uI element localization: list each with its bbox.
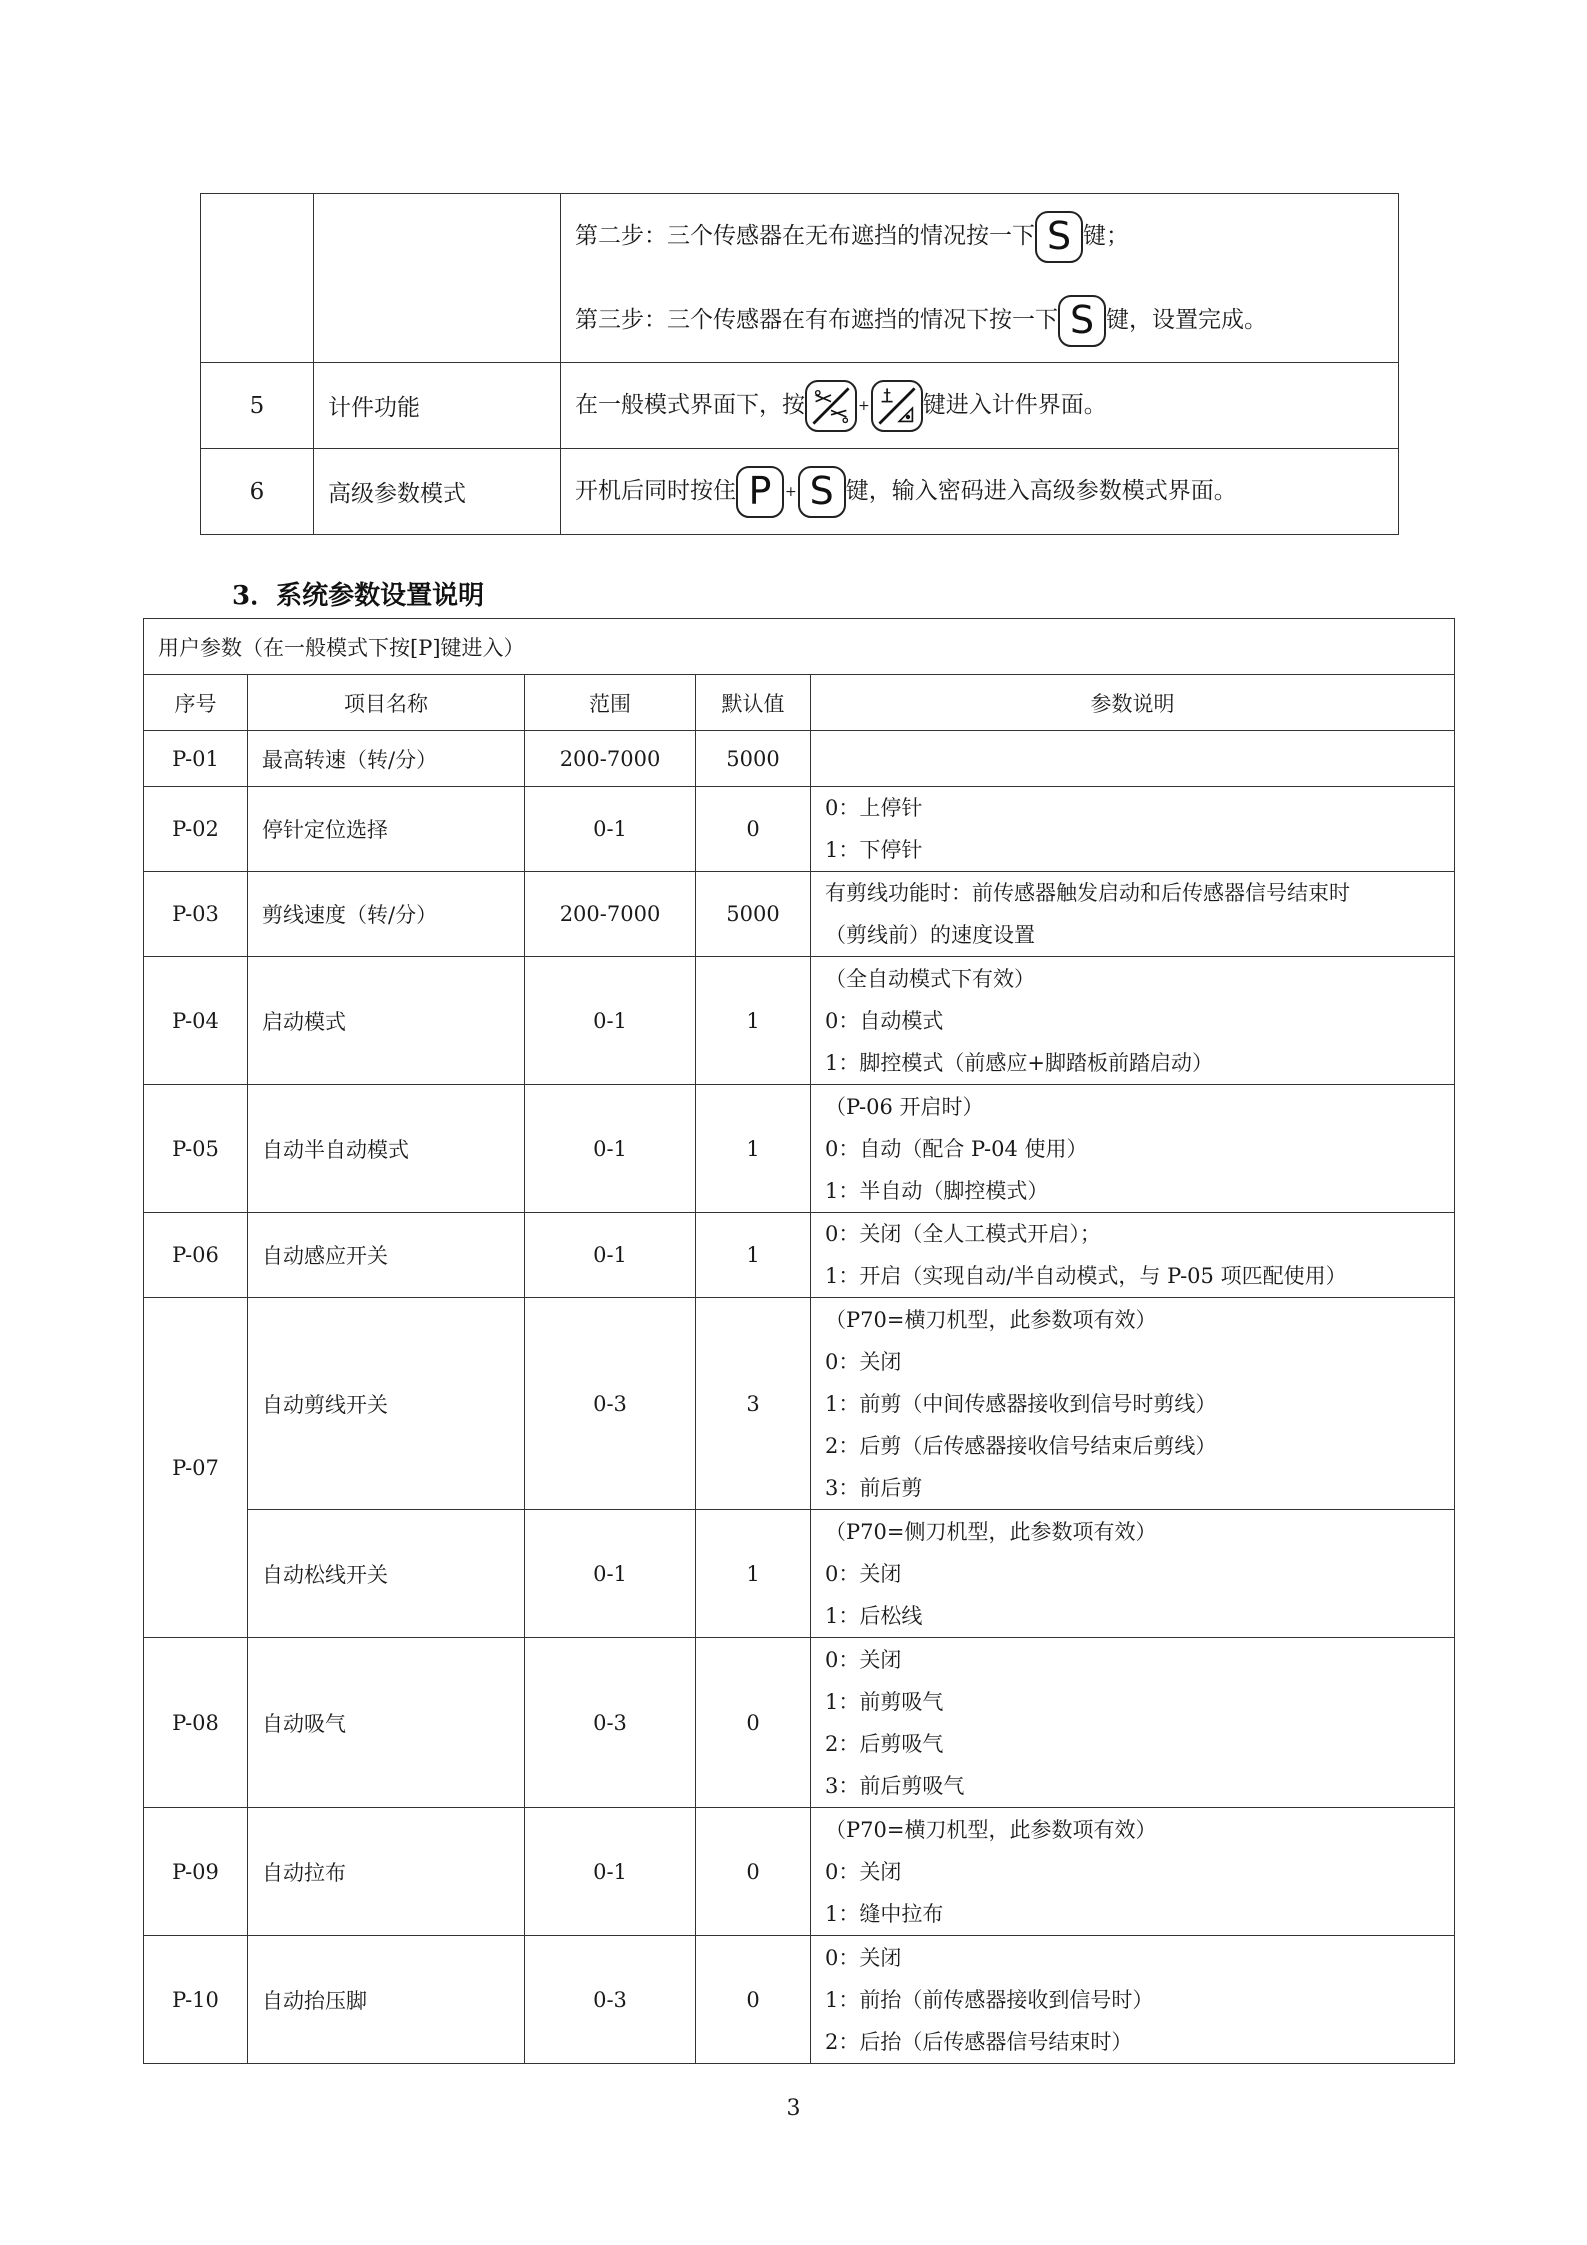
- desc-line: 0：关闭: [825, 1349, 902, 1374]
- table-row: [144, 1510, 1455, 1638]
- param-range: 0-1: [525, 1085, 696, 1213]
- param-range: 0-3: [525, 1638, 696, 1808]
- desc-line: 3：前后剪: [825, 1475, 923, 1500]
- param-name: 自动感应开关: [248, 1213, 525, 1298]
- s-key: S: [1035, 211, 1083, 263]
- desc-suffix: 键，输入密码进入高级参数模式界面。: [845, 477, 1237, 504]
- param-default: 0: [696, 1808, 811, 1936]
- desc-line: 0：关闭: [825, 1561, 902, 1586]
- param-code: P-08: [144, 1638, 248, 1808]
- function-name: 高级参数模式: [314, 449, 561, 535]
- param-default: 5000: [696, 731, 811, 787]
- table-header-row: [144, 675, 1455, 731]
- param-name: 启动模式: [248, 957, 525, 1085]
- plus-sign: +: [785, 483, 797, 500]
- param-code: P-03: [144, 872, 248, 957]
- desc-suffix: 键进入计件界面。: [922, 391, 1107, 418]
- function-desc: [561, 363, 1399, 449]
- desc-line: （全自动模式下有效）: [825, 966, 1035, 991]
- param-desc: [811, 1213, 1455, 1298]
- header-range: 范围: [525, 675, 696, 731]
- param-range: 0-3: [525, 1936, 696, 2064]
- desc-line: 2：后剪（后传感器接收信号结束后剪线）: [825, 1433, 1217, 1458]
- desc-line: （P-06 开启时）: [825, 1094, 984, 1119]
- param-desc: [811, 787, 1455, 872]
- param-name: 自动半自动模式: [248, 1085, 525, 1213]
- desc-line: 0：上停针: [825, 796, 923, 820]
- desc-line: 2：后抬（后传感器信号结束时）: [825, 2029, 1133, 2054]
- step3-line: [575, 278, 1398, 362]
- param-default: 1: [696, 957, 811, 1085]
- table-row: [144, 1085, 1455, 1213]
- desc-prefix: 开机后同时按住: [575, 477, 736, 504]
- function-name: 计件功能: [314, 363, 561, 449]
- desc-line: （剪线前）的速度设置: [825, 923, 1035, 947]
- param-desc: [811, 1638, 1455, 1808]
- param-name: 自动松线开关: [248, 1510, 525, 1638]
- step3-text: 第三步：三个传感器在有布遮挡的情况下按一下: [575, 307, 1058, 333]
- param-range: 0-1: [525, 957, 696, 1085]
- param-code: P-06: [144, 1213, 248, 1298]
- step2-line: [575, 194, 1398, 278]
- parameter-table: [143, 618, 1455, 2064]
- param-range: 200-7000: [525, 731, 696, 787]
- table-row: [144, 731, 1455, 787]
- desc-line: 3：前后剪吸气: [825, 1773, 965, 1798]
- needle-presser-icon: [871, 380, 923, 432]
- param-name: 自动拉布: [248, 1808, 525, 1936]
- row-number: 6: [201, 449, 314, 535]
- header-name: 项目名称: [248, 675, 525, 731]
- desc-line: 1：前剪吸气: [825, 1689, 944, 1714]
- table-cell-empty: [201, 194, 314, 363]
- param-code: P-02: [144, 787, 248, 872]
- header-default: 默认值: [696, 675, 811, 731]
- param-default: 3: [696, 1298, 811, 1510]
- param-desc: [811, 957, 1455, 1085]
- table-cell-empty: [314, 194, 561, 363]
- table-row: [201, 194, 1399, 363]
- table-row: [201, 449, 1399, 535]
- s-key: S: [1058, 295, 1106, 347]
- desc-line: 1：后松线: [825, 1603, 923, 1628]
- param-desc: [811, 1510, 1455, 1638]
- param-default: 0: [696, 1936, 811, 2064]
- table-row: [144, 1213, 1455, 1298]
- param-range: 0-1: [525, 1213, 696, 1298]
- function-desc: [561, 449, 1399, 535]
- table-row: [144, 787, 1455, 872]
- desc-line: 1：下停针: [825, 838, 923, 862]
- param-range: 200-7000: [525, 872, 696, 957]
- table-row: [144, 1638, 1455, 1808]
- key-operation-table: [200, 193, 1399, 535]
- param-range: 0-1: [525, 1808, 696, 1936]
- table-row: [144, 1298, 1455, 1510]
- param-range: 0-3: [525, 1298, 696, 1510]
- param-desc: [811, 872, 1455, 957]
- step2-suffix: 键；: [1083, 223, 1129, 249]
- desc-line: 2：后剪吸气: [825, 1731, 944, 1756]
- scissors-icon: [805, 380, 857, 432]
- table-row: [144, 872, 1455, 957]
- param-name: 自动剪线开关: [248, 1298, 525, 1510]
- param-default: 0: [696, 1638, 811, 1808]
- desc-line: （P70=侧刀机型，此参数项有效）: [825, 1519, 1157, 1544]
- param-desc: [811, 1936, 1455, 2064]
- desc-line: 1：脚控模式（前感应+脚踏板前踏启动）: [825, 1050, 1213, 1075]
- param-range: 0-1: [525, 787, 696, 872]
- param-range: 0-1: [525, 1510, 696, 1638]
- param-default: 1: [696, 1213, 811, 1298]
- param-desc: [811, 1298, 1455, 1510]
- desc-line: （P70=横刀机型，此参数项有效）: [825, 1307, 1157, 1332]
- table-caption: 用户参数（在一般模式下按[P]键进入）: [144, 619, 1455, 675]
- plus-sign: +: [858, 397, 870, 414]
- p-key: P: [736, 466, 784, 518]
- param-default: 5000: [696, 872, 811, 957]
- desc-line: 0：关闭: [825, 1647, 902, 1672]
- row-number: 5: [201, 363, 314, 449]
- param-code: P-04: [144, 957, 248, 1085]
- param-desc: [811, 731, 1455, 787]
- section-title: 3．系统参数设置说明: [232, 581, 485, 611]
- desc-line: 1：前抬（前传感器接收到信号时）: [825, 1987, 1154, 2012]
- desc-line: 0：关闭: [825, 1945, 902, 1970]
- param-code: P-10: [144, 1936, 248, 2064]
- desc-line: 1：前剪（中间传感器接收到信号时剪线）: [825, 1391, 1217, 1416]
- table-row: [144, 1808, 1455, 1936]
- param-code: P-09: [144, 1808, 248, 1936]
- desc-line: 0：关闭: [825, 1859, 902, 1884]
- table-caption-row: [144, 619, 1455, 675]
- table-row: [144, 1936, 1455, 2064]
- param-desc: [811, 1085, 1455, 1213]
- header-desc: 参数说明: [811, 675, 1455, 731]
- desc-line: 0：自动模式: [825, 1008, 944, 1033]
- param-code: P-07: [144, 1298, 248, 1638]
- param-desc: [811, 1808, 1455, 1936]
- param-default: 1: [696, 1510, 811, 1638]
- table-row: [144, 957, 1455, 1085]
- desc-line: 1：缝中拉布: [825, 1901, 944, 1926]
- s-key: S: [798, 466, 846, 518]
- desc-line: 1：半自动（脚控模式）: [825, 1178, 1049, 1203]
- step3-suffix: 键，设置完成。: [1106, 307, 1267, 333]
- desc-prefix: 在一般模式界面下，按: [575, 391, 805, 418]
- desc-line: （P70=横刀机型，此参数项有效）: [825, 1817, 1157, 1842]
- param-code: P-05: [144, 1085, 248, 1213]
- step2-text: 第二步：三个传感器在无布遮挡的情况按一下: [575, 223, 1035, 249]
- param-name: 自动抬压脚: [248, 1936, 525, 2064]
- param-default: 1: [696, 1085, 811, 1213]
- param-name: 最高转速（转/分）: [248, 731, 525, 787]
- param-default: 0: [696, 787, 811, 872]
- param-code: P-01: [144, 731, 248, 787]
- param-name: 自动吸气: [248, 1638, 525, 1808]
- desc-line: 0：关闭（全人工模式开启）；: [825, 1222, 1101, 1246]
- table-row: [201, 363, 1399, 449]
- desc-line: 0：自动（配合 P-04 使用）: [825, 1136, 1088, 1161]
- header-no: 序号: [144, 675, 248, 731]
- param-name: 停针定位选择: [248, 787, 525, 872]
- steps-cell: [561, 194, 1399, 363]
- desc-line: 1：开启（实现自动/半自动模式，与 P-05 项匹配使用）: [825, 1264, 1347, 1288]
- page-number: 3: [786, 2096, 801, 2121]
- param-name: 剪线速度（转/分）: [248, 872, 525, 957]
- desc-line: 有剪线功能时：前传感器触发启动和后传感器信号结束时: [825, 881, 1350, 905]
